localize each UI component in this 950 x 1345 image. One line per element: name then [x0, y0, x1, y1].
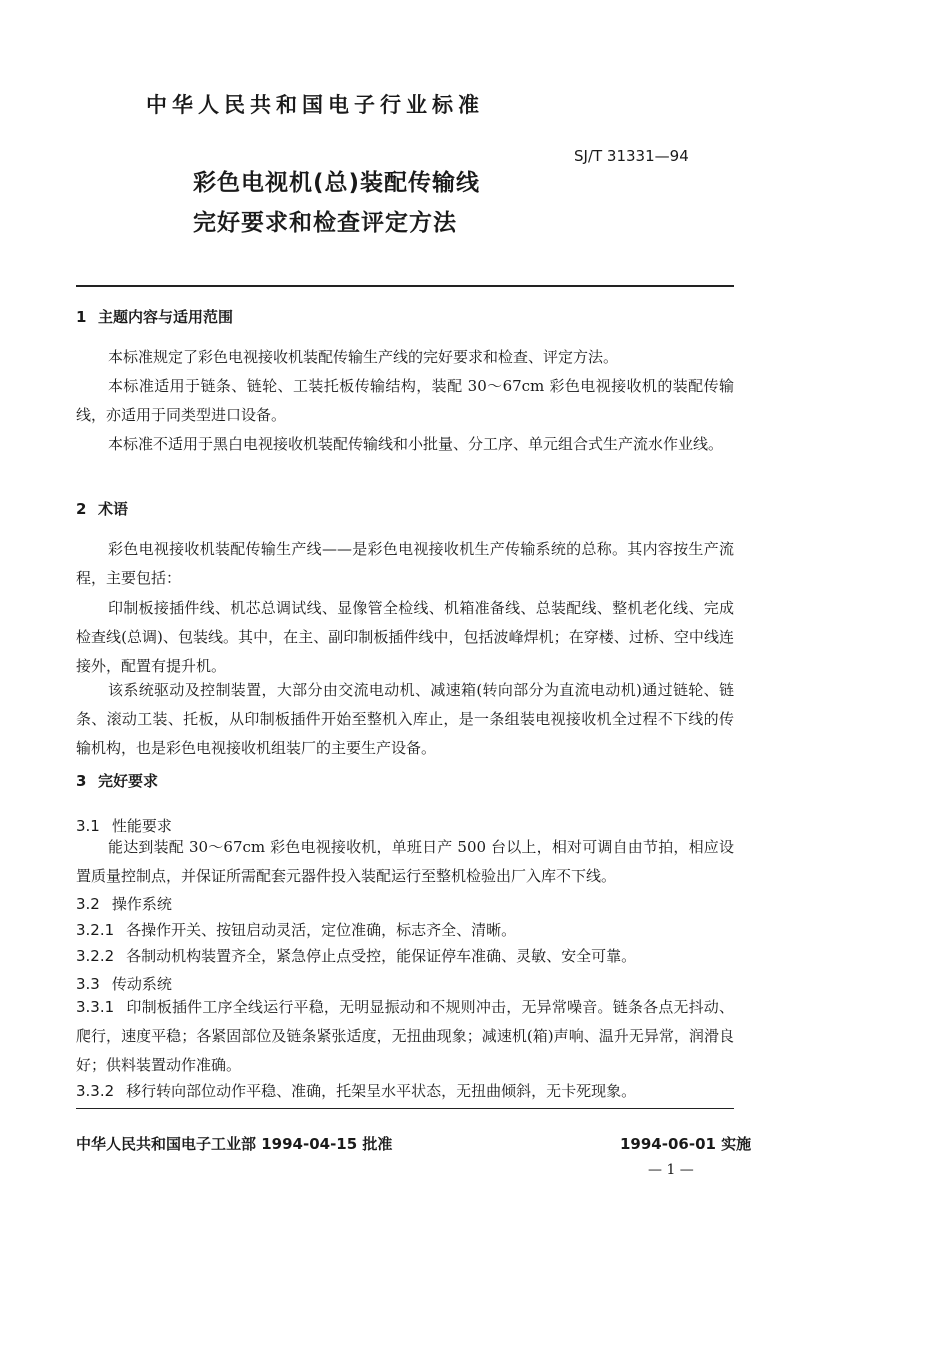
paragraph: 该系统驱动及控制装置，大部分由交流电动机、减速箱(转向部分为直流电动机)通过链轮、链条、滚动工装、托板，从印制板插件开始至整机入库止，是一条组装电视接收机全过程不下线的传输机构，也是彩色电视接收机组装厂的主要生产设备。: [76, 681, 734, 757]
paragraph: 本标准规定了彩色电视接收机装配传输生产线的完好要求和检查、评定方法。: [108, 348, 619, 366]
clause-3-3-2: [76, 1080, 636, 1101]
subsection-3-2-heading: [76, 893, 172, 914]
section-1-heading: [76, 306, 233, 327]
document-title-line-1: 彩色电视机(总)装配传输线: [193, 170, 481, 196]
section-2-heading: [76, 498, 128, 519]
page-number: — 1 —: [648, 1162, 694, 1178]
clause-text: 各制动机构装置齐全，紧急停止点受控，能保证停车准确、灵敏、安全可靠。: [126, 947, 637, 965]
section-title: 主题内容与适用范围: [98, 308, 234, 326]
clause-number: 3.2.1: [76, 921, 115, 939]
clause-text: 印制板插件工序全线运行平稳，无明显振动和不规则冲击，无异常噪音。链条各点无抖动、爬行，速度平稳；各紧固部位及链条紧张适度，无扭曲现象；减速机(箱)声响、温升无异常，润滑良好；供料装置动作准确。: [76, 998, 734, 1074]
section-number: 3: [76, 772, 87, 790]
subsection-number: 3.3: [76, 975, 100, 993]
standard-code: SJ/T 31331—94: [574, 147, 689, 165]
header-divider: [76, 285, 734, 287]
document-title-line-2: 完好要求和检查评定方法: [193, 210, 457, 236]
subsection-3-3-heading: [76, 973, 172, 994]
clause-number: 3.3.1: [76, 998, 115, 1016]
subsection-title: 传动系统: [111, 975, 172, 993]
paragraph: 彩色电视接收机装配传输生产线——是彩色电视接收机生产传输系统的总称。其内容按生产流程，主要包括：: [76, 540, 734, 587]
clause-3-2-2: [76, 945, 636, 966]
approval-statement: 中华人民共和国电子工业部 1994-04-15 批准: [76, 1135, 393, 1153]
clause-3-2-1: [76, 919, 516, 940]
clause-number: 3.3.2: [76, 1082, 115, 1100]
paragraph: 本标准适用于链条、链轮、工装托板传输结构，装配 30～67cm 彩色电视接收机的装配传输线，亦适用于同类型进口设备。: [76, 377, 734, 424]
paragraph: 能达到装配 30～67cm 彩色电视接收机，单班日产 500 台以上，相对可调自由节拍，相应设置质量控制点，并保证所需配套元器件投入装配运行至整机检验出厂入库不下线。: [76, 838, 734, 885]
standard-type-heading: 中华人民共和国电子行业标准: [146, 93, 484, 117]
clause-3-3-1: [76, 993, 734, 1080]
subsection-title: 操作系统: [111, 895, 172, 913]
implementation-date: 1994-06-01 实施: [620, 1135, 752, 1153]
section-number: 2: [76, 500, 87, 518]
footer-divider: [76, 1108, 734, 1109]
clause-text: 移行转向部位动作平稳、准确，托架呈水平状态，无扭曲倾斜，无卡死现象。: [126, 1082, 637, 1100]
subsection-number: 3.1: [76, 817, 100, 835]
paragraph: 印制板接插件线、机芯总调试线、显像管全检线、机箱准备线、总装配线、整机老化线、完成检查线(总调)、包装线。其中，在主、副印制板插件线中，包括波峰焊机；在穿楼、过桥、空中线连接外，配置有提升机。: [76, 599, 734, 675]
section-title: 术语: [98, 500, 129, 518]
paragraph: 本标准不适用于黑白电视接收机装配传输线和小批量、分工序、单元组合式生产流水作业线。: [108, 435, 724, 453]
subsection-title: 性能要求: [111, 817, 172, 835]
clause-number: 3.2.2: [76, 947, 115, 965]
section-3-heading: [76, 770, 158, 791]
section-title: 完好要求: [98, 772, 159, 790]
subsection-number: 3.2: [76, 895, 100, 913]
clause-text: 各操作开关、按钮启动灵活，定位准确，标志齐全、清晰。: [126, 921, 517, 939]
section-number: 1: [76, 308, 87, 326]
